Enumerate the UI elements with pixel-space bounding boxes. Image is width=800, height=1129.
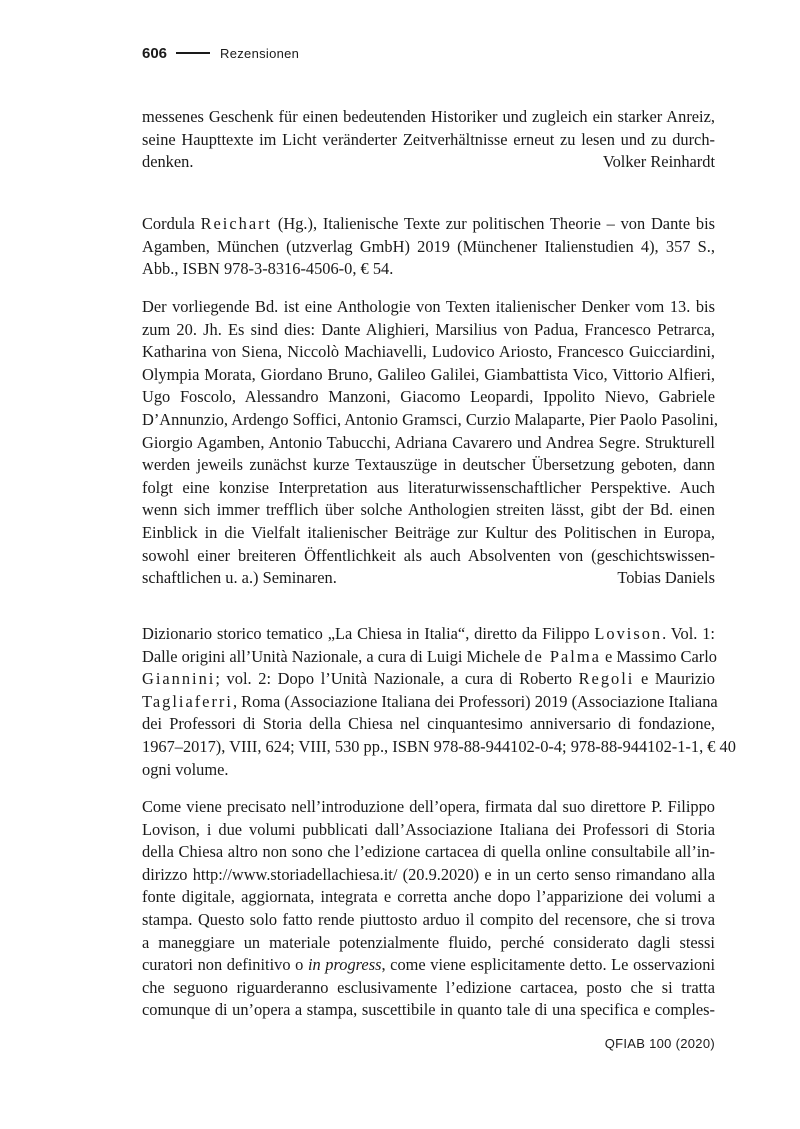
text-run: curatori non definitivo o: [142, 955, 308, 975]
author-name: Reichart: [200, 214, 273, 233]
header-rule: [176, 52, 210, 54]
text-line: sowohl einer breiteren Öffentlichkeit als auch Absolventen von (geschichtswissen-: [142, 545, 715, 565]
text-line: Lovison, i due volumi pubblicati dall’Associazione Italiana dei Professori di Storia: [142, 819, 715, 839]
text-line: fonte digitale, aggiornata, integrata e corretta anche dopo l’apparizione dei volumi a: [142, 887, 715, 907]
text-line: stampa. Questo solo fatto rende piuttosto arduo il compito del recensore, che si trova: [142, 909, 715, 929]
text-line: Katharina von Siena, Niccolò Machiavelli, Ludovico Ariosto, Francesco Guicciardini,: [142, 342, 715, 362]
text-line: Come viene precisato nell’introduzione dell’opera, firmata dal suo direttore P. Filippo: [142, 797, 715, 816]
review-2-citation: [142, 623, 736, 781]
citation-line: [142, 668, 715, 691]
text-line: seine Haupttexte im Licht veränderter Zeitverhältnisse erneut zu lesen und zu durch-: [142, 129, 715, 149]
text-line: folgt eine konzise Interpretation aus literaturwissenschaftlicher Perspektive. Auch: [142, 477, 715, 497]
journal-footer: QFIAB 100 (2020): [604, 1036, 715, 1051]
editor-name: de Palma: [524, 646, 601, 666]
text-line: a maneggiare un materiale potenzialmente fluido, perché considerato dagli stessi: [142, 932, 715, 952]
citation-line: [142, 646, 715, 669]
text-line: werden jeweils zunächst kurze Textauszüge in deutscher Übersetzung geboten, dann: [142, 455, 715, 475]
reviewer-name: Tobias Daniels: [617, 568, 715, 588]
text-line: D’Annunzio, Ardengo Soffici, Antonio Gramsci, Curzio Malaparte, Pier Paolo Pasolini,: [142, 409, 719, 429]
citation-text: ; vol. 2: Dopo l’Unità Nazionale, a cura di Roberto: [215, 669, 579, 689]
reviewer-name: Volker Reinhardt: [602, 152, 715, 172]
text-line: Olympia Morata, Giordano Bruno, Galileo Galilei, Giambattista Vico, Vittorio Alfieri,: [142, 364, 715, 384]
review-1-citation: [142, 213, 715, 281]
text-line: che seguono riguarderanno esclusivamente l’edizione cartacea, posto che si tratta: [142, 977, 715, 997]
text-line: Giorgio Agamben, Antonio Tabucchi, Adriana Cavarero und Andrea Segre. Strukturell: [142, 432, 715, 452]
section-title: Rezensionen: [220, 45, 300, 61]
citation-line: 1967–2017), VIII, 624; VIII, 530 pp., ISBN 978-88-944102-0-4; 978-88-944102-1-1, € 40: [142, 736, 736, 756]
text-line: schaftlichen u. a.) Seminaren.: [142, 568, 337, 588]
citation-line: Abb., ISBN 978-3-8316-4506-0, € 54.: [142, 259, 394, 279]
page-number: 606: [142, 44, 168, 62]
citation-line: dei Professori di Storia della Chiesa nel cinquantesimo anniversario di fondazione,: [142, 714, 715, 734]
editor-name: Tagliaferri: [142, 691, 233, 711]
citation-line: Agamben, München (utzverlag GmbH) 2019 (Münchener Italienstudien 4), 357 S.,: [142, 236, 715, 256]
text-line: Einblick in die Vielfalt italienischer Beiträge zur Kultur des Politischen in Europa,: [142, 522, 715, 542]
text-line: della Chiesa altro non sono che l’edizione cartacea di quella online consultabile all’in-: [142, 842, 715, 862]
running-header: [142, 43, 299, 63]
author-name: Lovison: [594, 624, 663, 643]
text-line: dirizzo http://www.storiadellachiesa.it/ (20.9.2020) e in un certo senso rimandano alla: [142, 864, 715, 884]
citation-text: . Vol. 1:: [662, 624, 715, 643]
editor-name: Giannini: [142, 669, 216, 689]
text-run: , come viene esplicitamente detto. Le osservazioni: [381, 955, 715, 975]
editor-name: Regoli: [578, 669, 635, 689]
signature-line: [142, 151, 715, 174]
citation-line: [142, 691, 718, 714]
citation-text: (Hg.), Italienische Texte zur politischen Theorie – von Dante bis: [272, 214, 716, 233]
citation-line: [142, 623, 715, 646]
signature-line: [142, 567, 715, 590]
prev-review-ending: [142, 106, 715, 174]
review-1-body: [142, 296, 719, 590]
text-line: [142, 954, 715, 977]
citation-text: , Roma (Associazione Italiana dei Professori) 2019 (Associazione Italiana: [232, 691, 718, 711]
review-2-body: [142, 796, 715, 1022]
text-line: comunque di un’opera a stampa, suscettibile in quanto tale di una specifica e comples-: [142, 1000, 715, 1020]
citation-text: Cordula: [142, 214, 201, 233]
citation-line: [142, 213, 715, 236]
text-line: messenes Geschenk für einen bedeutenden Historiker und zugleich ein starker Anreiz,: [142, 107, 715, 126]
text-line: Der vorliegende Bd. ist eine Anthologie von Texten italienischer Denker vom 13. bis: [142, 297, 715, 316]
citation-text: e Massimo Carlo: [600, 646, 717, 666]
citation-text: Dizionario storico tematico „La Chiesa in Italia“, diretto da Filippo: [142, 624, 595, 643]
text-line: denken.: [142, 152, 194, 172]
italic-text: in progress: [307, 955, 382, 975]
text-line: Ugo Foscolo, Alessandro Manzoni, Giacomo Leopardi, Ippolito Nievo, Gabriele: [142, 387, 715, 407]
citation-text: Dalle origini all’Unità Nazionale, a cura di Luigi Michele: [142, 646, 525, 666]
citation-line: ogni volume.: [142, 759, 229, 779]
citation-text: e Maurizio: [634, 669, 715, 689]
text-line: zum 20. Jh. Es sind dies: Dante Alighieri, Marsilius von Padua, Francesco Petrarca,: [142, 319, 715, 339]
text-line: wenn sich immer trefflich über solche Anthologien streiten lässt, gibt der Bd. einen: [142, 500, 715, 520]
